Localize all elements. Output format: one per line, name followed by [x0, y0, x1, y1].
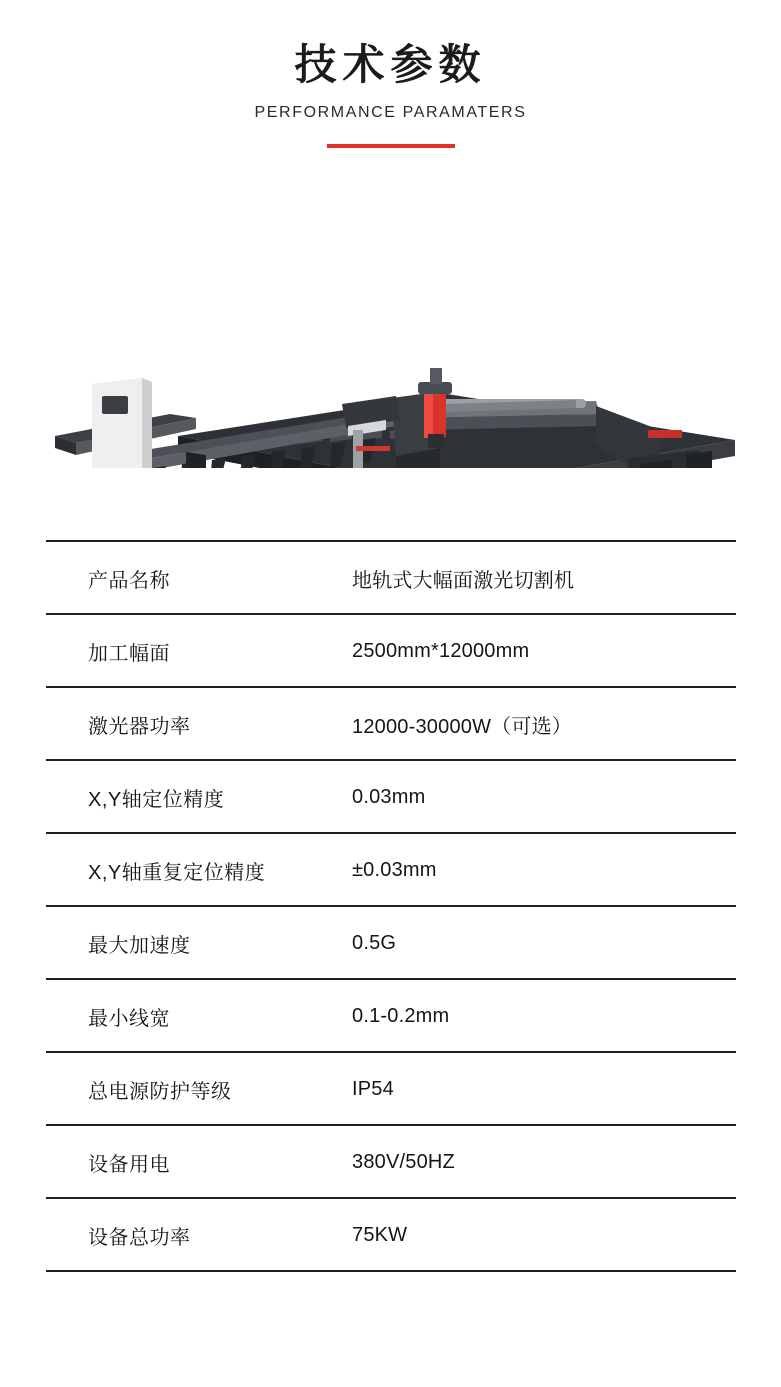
table-row — [46, 760, 736, 833]
spec-value: IP54 — [352, 1078, 394, 1100]
table-row — [46, 614, 736, 687]
table-row — [46, 1052, 736, 1125]
table-row — [46, 833, 736, 906]
spec-label: X,Y轴定位精度 — [88, 789, 225, 811]
spec-label: 设备总功率 — [88, 1227, 191, 1249]
spec-label: 加工幅面 — [88, 643, 170, 665]
spec-value: ±0.03mm — [352, 859, 437, 881]
spec-value: 0.03mm — [352, 786, 426, 808]
table-row — [46, 906, 736, 979]
spec-value: 380V/50HZ — [352, 1151, 455, 1173]
table-row — [46, 1125, 736, 1198]
spec-label: X,Y轴重复定位精度 — [88, 862, 266, 884]
spec-label: 激光器功率 — [88, 716, 191, 738]
spec-label: 设备用电 — [88, 1154, 170, 1176]
page-subtitle: PERFORMANCE PARAMATERS — [254, 104, 527, 122]
spec-label: 最大加速度 — [88, 935, 191, 957]
table-row — [46, 1198, 736, 1271]
spec-value: 12000-30000W（可选） — [352, 716, 572, 738]
spec-value: 2500mm*12000mm — [352, 640, 530, 662]
page-title: 技术参数 — [294, 41, 487, 88]
specification-table — [46, 540, 736, 1272]
spec-value: 0.1-0.2mm — [352, 1005, 450, 1027]
title-underline-rule — [327, 144, 455, 148]
table-row — [46, 687, 736, 760]
specification-table-body — [46, 541, 736, 1271]
table-row — [46, 541, 736, 614]
spec-value: 0.5G — [352, 932, 397, 954]
spec-label: 总电源防护等级 — [88, 1081, 232, 1103]
spec-value: 地轨式大幅面激光切割机 — [352, 570, 575, 592]
table-row — [46, 979, 736, 1052]
spec-label: 产品名称 — [88, 570, 170, 592]
laser-cutting-machine-icon — [0, 168, 781, 468]
page-header — [0, 0, 781, 148]
machine-illustration — [0, 168, 781, 468]
spec-value: 75KW — [352, 1224, 408, 1246]
spec-label: 最小线宽 — [88, 1008, 170, 1030]
